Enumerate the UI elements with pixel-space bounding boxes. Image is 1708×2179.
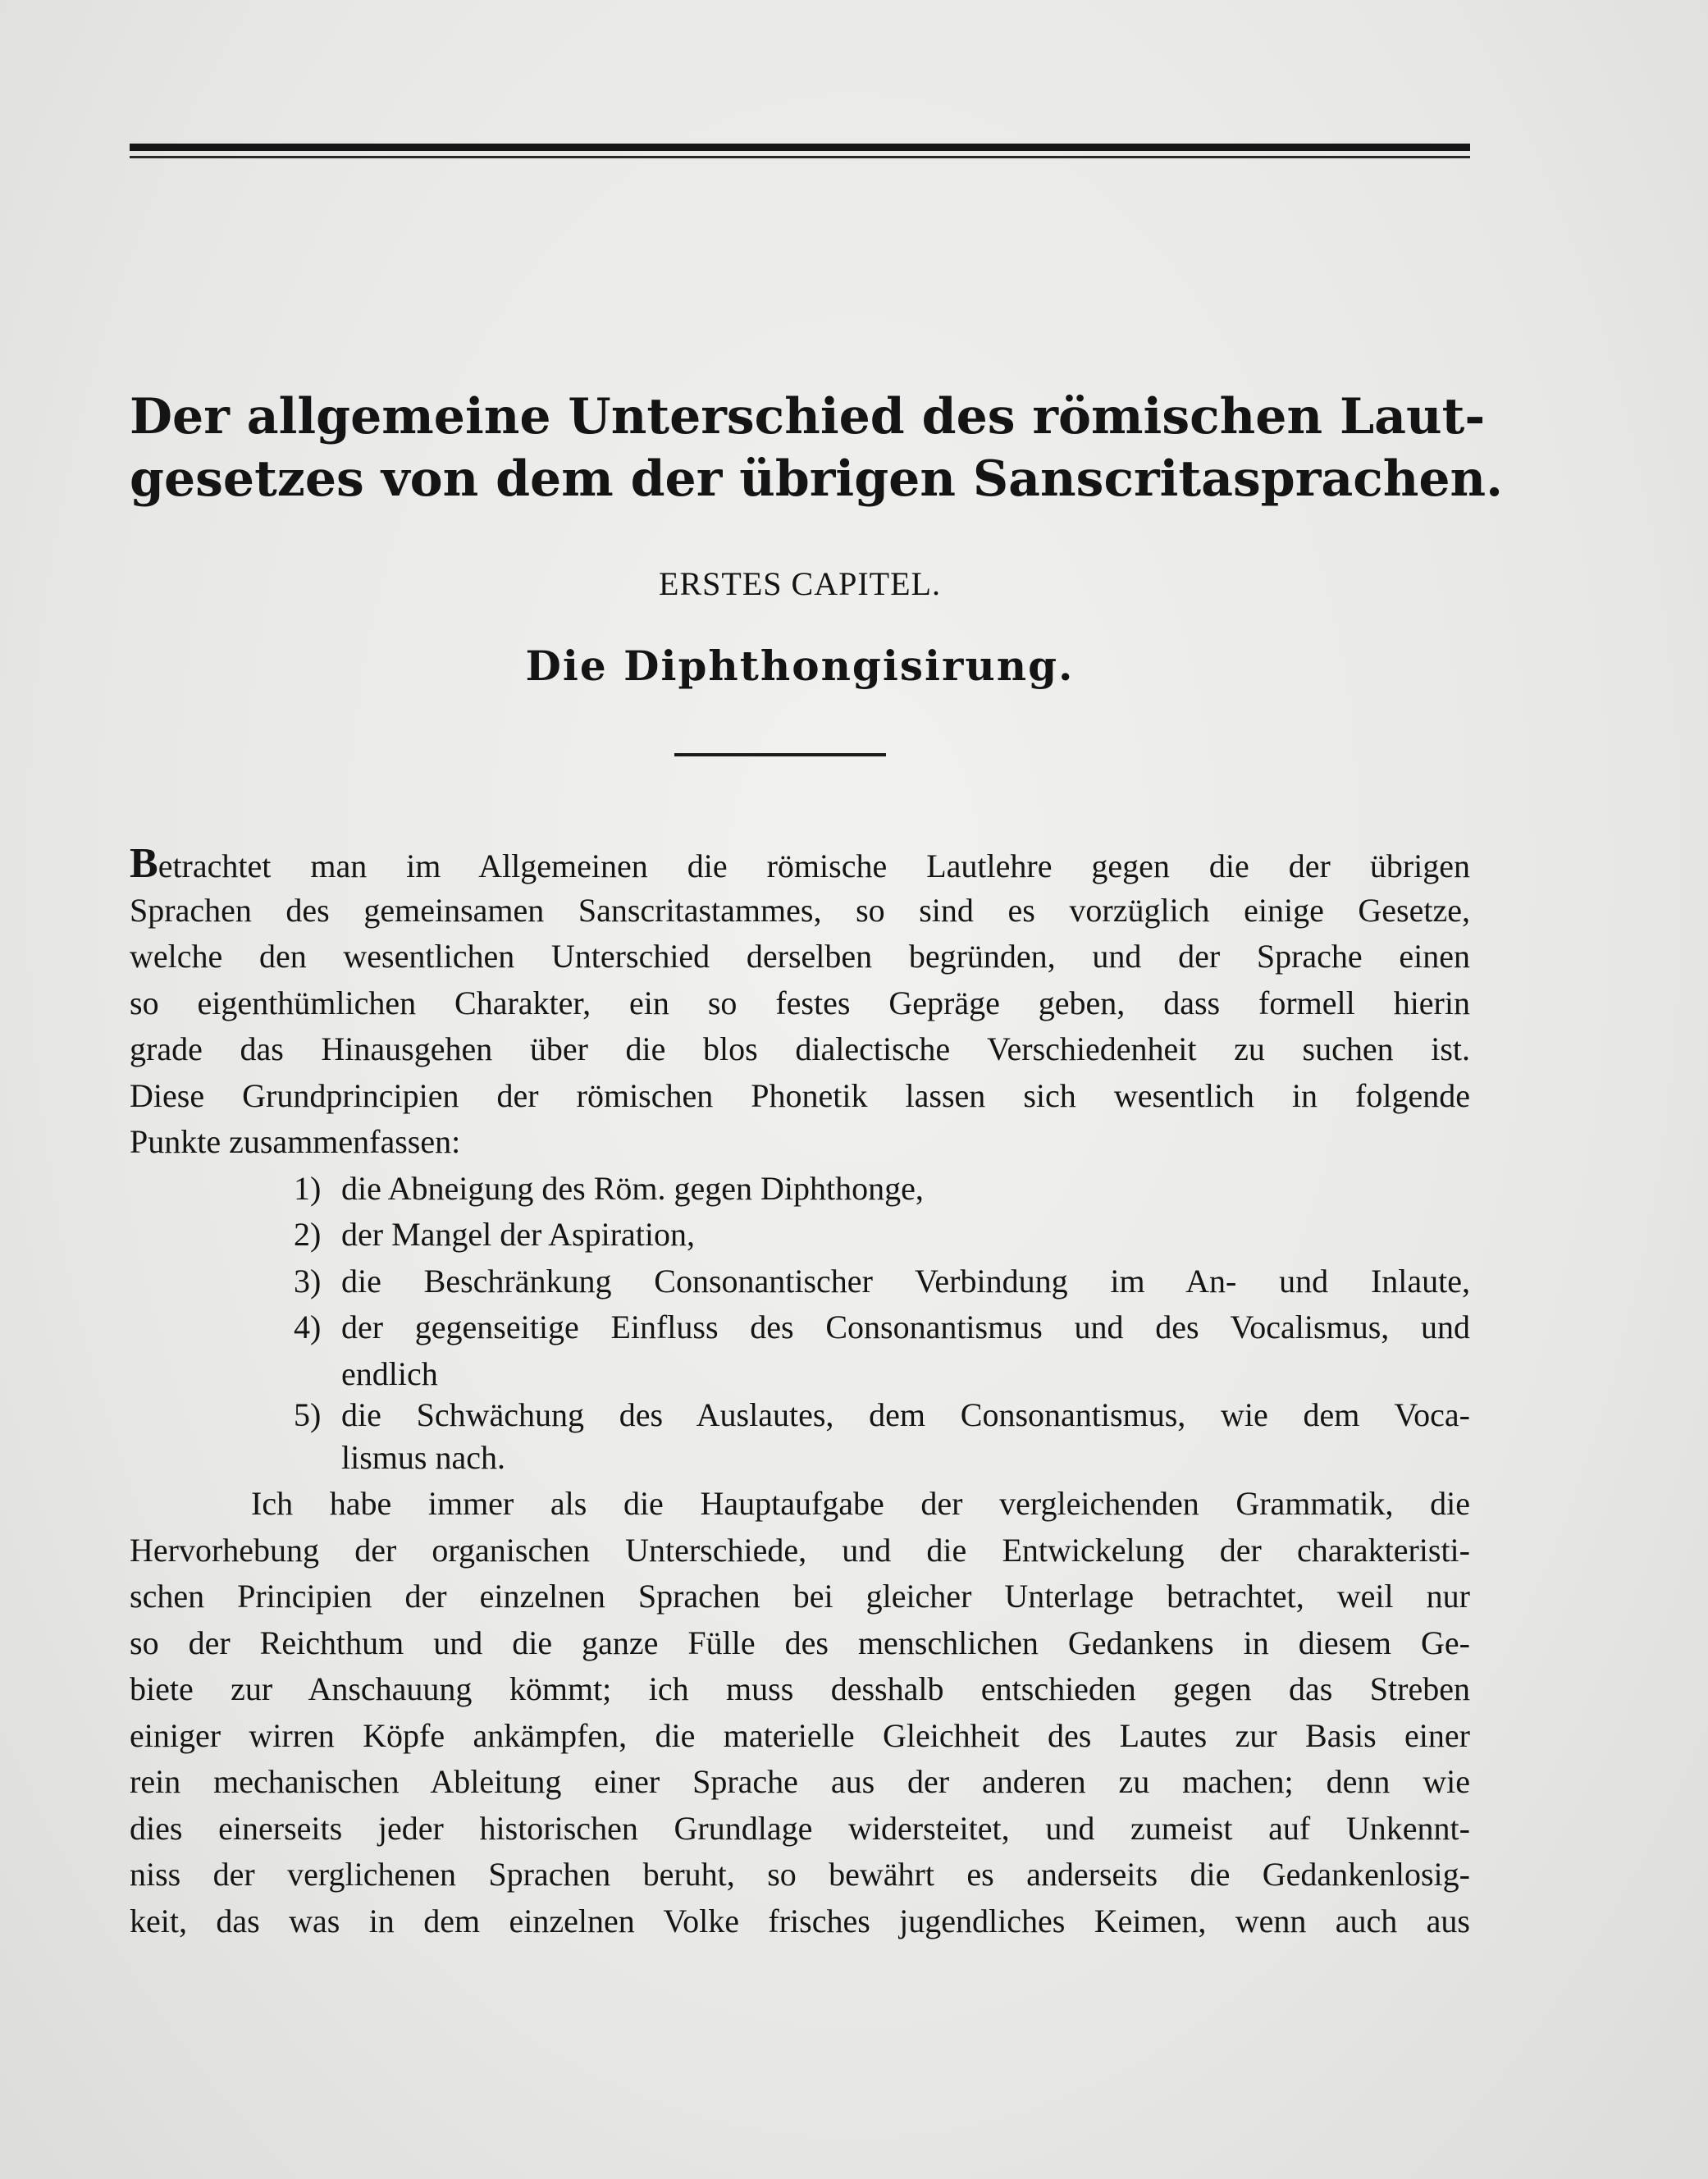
paragraph2-line: einiger wirren Köpfe ankämpfen, die materielle Gleichheit des Lautes zur Basis einer — [130, 1716, 1470, 1754]
paragraph2-line: dies einerseits jeder historischen Grundlage widersteitet, und zumeist auf Unkennt- — [130, 1809, 1470, 1847]
top-double-rule-thin — [130, 156, 1470, 158]
list-item-continuation: endlich — [341, 1354, 438, 1392]
section-divider — [674, 753, 886, 756]
paragraph1-line — [130, 841, 1470, 888]
paragraph1-line: grade das Hinausgehen über die blos dialectische Verschiedenheit zu suchen ist. — [130, 1030, 1470, 1067]
section-heading: Die Diphthongisirung. — [525, 642, 1075, 690]
paragraph1-line: Diese Grundprincipien der römischen Phonetik lassen sich wesentlich in folgende — [130, 1076, 1470, 1114]
title-line-2: gesetzes von dem der übrigen Sanscritasprachen. — [130, 450, 1504, 508]
list-item — [130, 1212, 1470, 1259]
paragraph1-line: so eigenthümlichen Charakter, ein so festes Gepräge geben, dass formell hierin — [130, 984, 1470, 1021]
list-item — [130, 1259, 1470, 1305]
paragraph2-line: keit, das was in dem einzelnen Volke frisches jugendliches Keimen, wenn auch aus — [130, 1902, 1470, 1939]
list-item — [130, 1392, 1470, 1435]
drop-cap: B — [130, 840, 158, 887]
paragraph1-line-text: etrachtet man im Allgemeinen die römische Lautlehre gegen die der übrigen — [158, 847, 1470, 884]
paragraph1-line: welche den wesentlichen Unterschied derselben begründen, und der Sprache einen — [130, 938, 1470, 975]
page-title — [130, 386, 1504, 510]
list-item-number: 1) — [294, 1169, 322, 1207]
list-item-text: die Schwächung des Auslautes, dem Consonantismus, wie dem Voca- — [341, 1396, 1470, 1433]
paragraph2-line: so der Reichthum und die ganze Fülle des menschlichen Gedankens in diesem Ge- — [130, 1624, 1470, 1661]
list-item-number: 5) — [294, 1396, 322, 1433]
paragraph2-line: rein mechanischen Ableitung einer Sprache aus der anderen zu machen; denn wie — [130, 1763, 1470, 1800]
paragraph2-line: biete zur Anschauung kömmt; ich muss desshalb entschieden gegen das Streben — [130, 1670, 1470, 1707]
list-item-continuation: lismus nach. — [341, 1438, 505, 1476]
list-item-number: 4) — [294, 1309, 322, 1345]
paragraph2-line: Ich habe immer als die Hauptaufgabe der vergleichenden Grammatik, die — [251, 1485, 1470, 1522]
list-item-number: 3) — [294, 1262, 322, 1300]
body-text — [130, 841, 1470, 1944]
paragraph1-line: Sprachen des gemeinsamen Sanscritastammes, so sind es vorzüglich einige Gesetze, — [130, 891, 1470, 929]
title-line-1: Der allgemeine Unterschied des römischen Laut- — [130, 388, 1486, 445]
list-item — [130, 1304, 1470, 1351]
paragraph2-line: niss der verglichenen Sprachen beruht, so bewährt es anderseits die Gedankenlosig- — [130, 1856, 1470, 1893]
list-item-text: der gegenseitige Einfluss des Consonantismus und des Vocalismus, und — [341, 1309, 1470, 1345]
list-item-number: 2) — [294, 1216, 322, 1253]
paragraph1-line: Punkte zusammenfassen: — [130, 1123, 461, 1160]
list-item-text: der Mangel der Aspiration, — [341, 1216, 695, 1253]
chapter-heading: ERSTES CAPITEL. — [659, 565, 941, 602]
paragraph2-line: schen Principien der einzelnen Sprachen bei gleicher Unterlage betrachtet, weil nur — [130, 1578, 1470, 1615]
paragraph2-line: Hervorhebung der organischen Unterschiede, und die Entwickelung der charakteristi- — [130, 1531, 1470, 1569]
list-item-text: die Abneigung des Röm. gegen Diphthonge, — [341, 1169, 924, 1207]
list-item-text: die Beschränkung Consonantischer Verbindung im An- und Inlaute, — [341, 1262, 1470, 1300]
top-double-rule-thick — [130, 144, 1470, 151]
list-item — [130, 1166, 1470, 1213]
